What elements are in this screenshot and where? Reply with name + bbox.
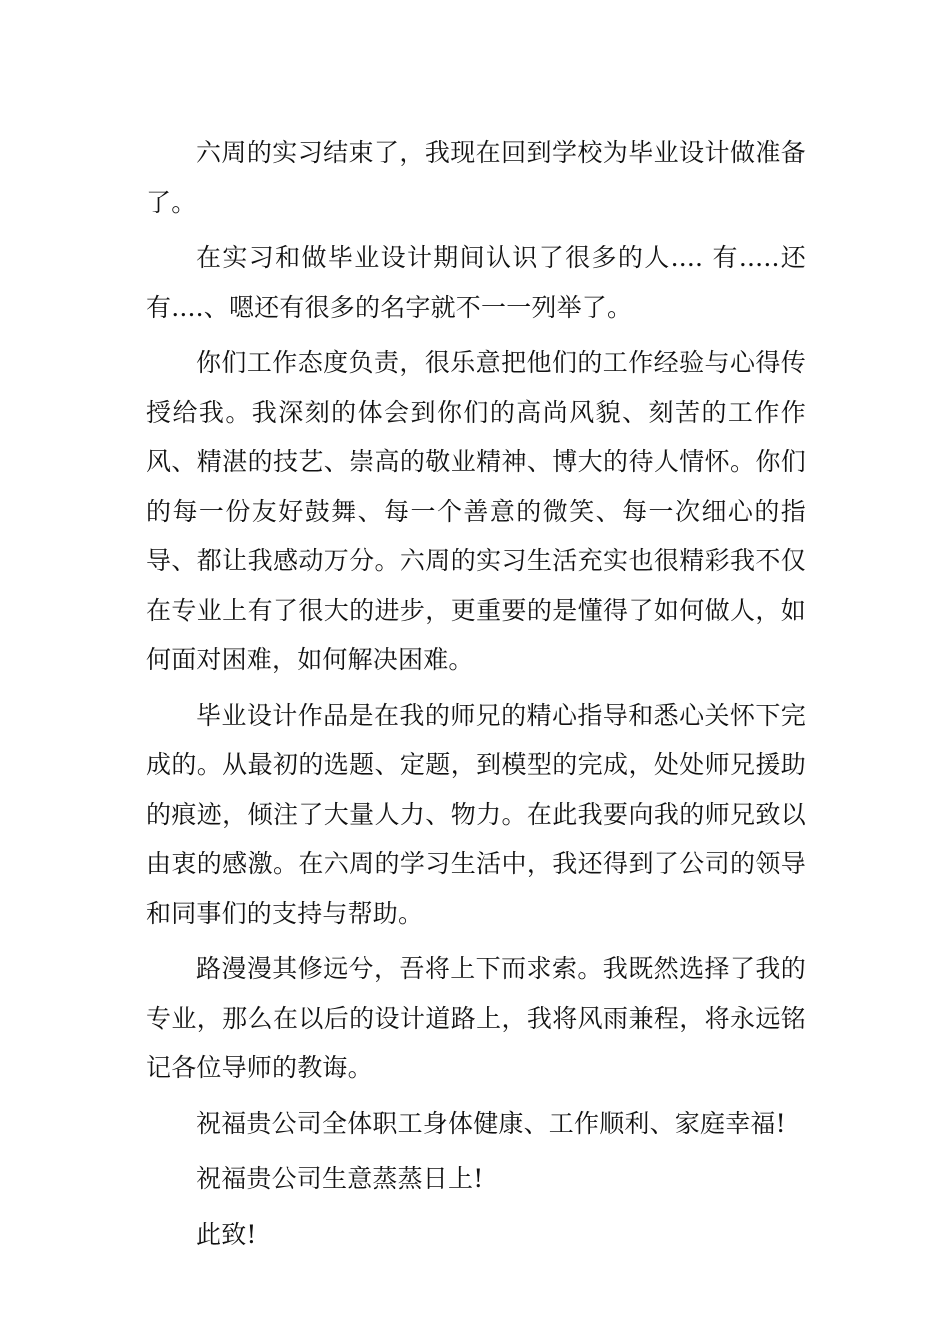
paragraph-3: 你们工作态度负责，很乐意把他们的工作经验与心得传授给我。我深刻的体会到你们的高尚风貌、刻苦的工作作风、精湛的技艺、崇高的敬业精神、博大的待人情怀。你们的每一份友好鼓舞、每一个善意的微笑、每一次细心的指导、都让我感动万分。六周的实习生活充实也很精彩我不仅在专业上有了很大的进步，更重要的是懂得了如何做人，如何面对困难，如何解决困难。: [146, 348, 806, 674]
paragraph-1: 六周的实习结束了，我现在回到学校为毕业设计做准备了。: [146, 138, 806, 217]
paragraph-4: 毕业设计作品是在我的师兄的精心指导和悉心关怀下完成的。从最初的选题、定题，到模型的完成，处处师兄援助的痕迹，倾注了大量人力、物力。在此我要向我的师兄致以由衷的感激。在六周的学习生活中，我还得到了公司的领导和同事们的支持与帮助。: [146, 700, 806, 928]
blessing-line-1: 祝福贵公司全体职工身体健康、工作顺利、家庭幸福!: [196, 1108, 786, 1138]
blessing-line-2: 祝福贵公司生意蒸蒸日上!: [196, 1164, 484, 1193]
paragraph-5: 路漫漫其修远兮，吾将上下而求索。我既然选择了我的专业，那么在以后的设计道路上，我将风雨兼程，将永远铭记各位导师的教诲。: [146, 954, 806, 1082]
closing-salutation: 此致!: [196, 1219, 257, 1249]
document-page: [146, 128, 806, 1265]
paragraph-2: 在实习和做毕业设计期间认识了很多的人.... 有.....还有....、嗯还有很多的名字就不一一列举了。: [146, 243, 806, 322]
